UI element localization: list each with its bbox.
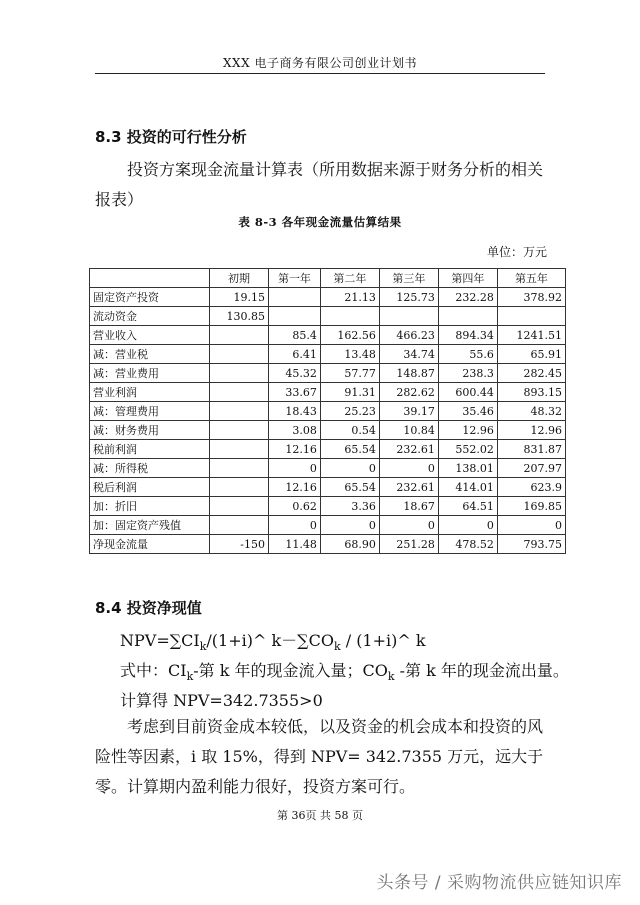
table-cell: 91.31 xyxy=(320,383,379,402)
table-cell: 45.32 xyxy=(269,364,321,383)
table-cell: 282.62 xyxy=(379,383,438,402)
table-row xyxy=(90,345,566,364)
table-caption: 表 8-3 各年现金流量估算结果 xyxy=(238,215,402,229)
formula-subscript: k xyxy=(199,640,207,654)
column-header: 第一年 xyxy=(269,269,321,288)
table-row xyxy=(90,440,566,459)
table-cell: 3.36 xyxy=(320,497,379,516)
table-row xyxy=(90,516,566,535)
conclusion-paragraph: 考虑到目前资金成本较低，以及资金的机会成本和投资的风险性等因素，i 取 15%，得到 NPV= 342.7355 万元，远大于零。计算期内盈利能力很好，投资方案可行。 xyxy=(95,717,544,796)
table-cell: 12.96 xyxy=(497,421,565,440)
table-cell: 48.32 xyxy=(497,402,565,421)
table-cell xyxy=(210,421,269,440)
row-label: 营业利润 xyxy=(90,383,210,402)
table-cell: -150 xyxy=(210,535,269,554)
table-cell: 0.62 xyxy=(269,497,321,516)
table-cell: 13.48 xyxy=(320,345,379,364)
table-cell: 33.67 xyxy=(269,383,321,402)
legend-subscript: k xyxy=(387,670,395,684)
table-cell: 148.87 xyxy=(379,364,438,383)
page-header: XXX 电子商务有限公司创业计划书 xyxy=(223,56,417,70)
table-row xyxy=(90,288,566,307)
table-unit: 单位：万元 xyxy=(487,245,548,259)
table-cell: 478.52 xyxy=(438,535,497,554)
row-label: 净现金流量 xyxy=(90,535,210,554)
table-cell: 12.16 xyxy=(269,478,321,497)
row-label: 加：折旧 xyxy=(90,497,210,516)
table-cell: 65.54 xyxy=(320,478,379,497)
table-row xyxy=(90,478,566,497)
table-cell xyxy=(320,307,379,326)
table-row xyxy=(90,326,566,345)
table-cell: 552.02 xyxy=(438,440,497,459)
row-label: 减：财务费用 xyxy=(90,421,210,440)
table-cell: 894.34 xyxy=(438,326,497,345)
table-cell xyxy=(497,307,565,326)
table-cell: 65.91 xyxy=(497,345,565,364)
table-cell: 414.01 xyxy=(438,478,497,497)
table-cell: 793.75 xyxy=(497,535,565,554)
table-cell: 0 xyxy=(379,516,438,535)
table-cell: 207.97 xyxy=(497,459,565,478)
column-header: 第五年 xyxy=(497,269,565,288)
table-cell: 85.4 xyxy=(269,326,321,345)
table-cell xyxy=(210,364,269,383)
table-cell xyxy=(269,307,321,326)
legend-part: 式中：CI xyxy=(120,661,187,680)
table-cell xyxy=(210,497,269,516)
table-cell: 18.67 xyxy=(379,497,438,516)
table-cell: 0 xyxy=(269,516,321,535)
table-cell: 64.51 xyxy=(438,497,497,516)
header-cell-blank xyxy=(90,269,210,288)
table-cell: 623.9 xyxy=(497,478,565,497)
table-cell: 19.15 xyxy=(210,288,269,307)
table-cell xyxy=(269,288,321,307)
section-heading-8-3: 8.3 投资的可行性分析 xyxy=(95,128,247,146)
table-cell: 600.44 xyxy=(438,383,497,402)
table-cell: 238.3 xyxy=(438,364,497,383)
table-cell: 21.13 xyxy=(320,288,379,307)
table-cell xyxy=(210,516,269,535)
table-cell: 18.43 xyxy=(269,402,321,421)
table-cell: 1241.51 xyxy=(497,326,565,345)
table-cell xyxy=(210,478,269,497)
table-cell: 25.23 xyxy=(320,402,379,421)
table-cell: 831.87 xyxy=(497,440,565,459)
table-row xyxy=(90,535,566,554)
cash-flow-table xyxy=(89,268,566,554)
column-header: 第四年 xyxy=(438,269,497,288)
formula-part: /(1+i)^ k－∑CO xyxy=(206,631,334,650)
table-cell: 68.90 xyxy=(320,535,379,554)
table-cell xyxy=(210,383,269,402)
table-header-row xyxy=(90,269,566,288)
table-cell: 0 xyxy=(320,516,379,535)
table-cell: 0 xyxy=(379,459,438,478)
table-cell: 162.56 xyxy=(320,326,379,345)
table-cell: 39.17 xyxy=(379,402,438,421)
table-cell: 0.54 xyxy=(320,421,379,440)
row-label: 税后利润 xyxy=(90,478,210,497)
table-cell: 232.61 xyxy=(379,478,438,497)
row-label: 减：营业税 xyxy=(90,345,210,364)
legend-subscript: k xyxy=(186,670,194,684)
table-cell: 251.28 xyxy=(379,535,438,554)
watermark: 头条号 / 采购物流供应链知识库 xyxy=(376,873,622,893)
legend-part: -第 k 年的现金流出量。 xyxy=(394,661,569,680)
table-cell: 0 xyxy=(320,459,379,478)
section-heading-8-4: 8.4 投资净现值 xyxy=(95,599,202,617)
table-cell xyxy=(379,307,438,326)
row-label: 流动资金 xyxy=(90,307,210,326)
row-label: 加：固定资产残值 xyxy=(90,516,210,535)
table-cell: 378.92 xyxy=(497,288,565,307)
row-label: 减：营业费用 xyxy=(90,364,210,383)
table-cell: 34.74 xyxy=(379,345,438,364)
table-row xyxy=(90,307,566,326)
table-cell: 466.23 xyxy=(379,326,438,345)
table-cell: 125.73 xyxy=(379,288,438,307)
table-cell xyxy=(438,307,497,326)
table-cell: 11.48 xyxy=(269,535,321,554)
table-cell: 12.96 xyxy=(438,421,497,440)
table-row xyxy=(90,383,566,402)
table-cell: 6.41 xyxy=(269,345,321,364)
table-cell: 12.16 xyxy=(269,440,321,459)
formula-legend xyxy=(120,660,569,688)
table-row xyxy=(90,364,566,383)
table-cell xyxy=(210,345,269,364)
table-row xyxy=(90,497,566,516)
formula-part: NPV=∑CI xyxy=(120,631,200,650)
table-cell xyxy=(210,326,269,345)
table-cell: 232.28 xyxy=(438,288,497,307)
column-header: 第三年 xyxy=(379,269,438,288)
row-label: 税前利润 xyxy=(90,440,210,459)
formula-subscript: k xyxy=(333,640,341,654)
table-row xyxy=(90,459,566,478)
row-label: 固定资产投资 xyxy=(90,288,210,307)
table-cell: 55.6 xyxy=(438,345,497,364)
column-header: 初期 xyxy=(210,269,269,288)
row-label: 减：管理费用 xyxy=(90,402,210,421)
table-cell xyxy=(210,402,269,421)
table-cell: 65.54 xyxy=(320,440,379,459)
table-cell xyxy=(210,459,269,478)
page-footer: 第 36页 共 58 页 xyxy=(277,809,363,822)
table-cell: 169.85 xyxy=(497,497,565,516)
npv-result: 计算得 NPV=342.7355>0 xyxy=(120,691,323,710)
table-cell: 130.85 xyxy=(210,307,269,326)
table-cell: 0 xyxy=(497,516,565,535)
table-cell: 0 xyxy=(269,459,321,478)
table-row xyxy=(90,421,566,440)
formula-part: / (1+i)^ k xyxy=(340,631,426,650)
table-row xyxy=(90,402,566,421)
row-label: 减：所得税 xyxy=(90,459,210,478)
table-cell: 57.77 xyxy=(320,364,379,383)
table-cell: 35.46 xyxy=(438,402,497,421)
npv-formula xyxy=(120,630,426,658)
table-cell: 10.84 xyxy=(379,421,438,440)
table-cell: 232.61 xyxy=(379,440,438,459)
table-cell: 0 xyxy=(438,516,497,535)
table-cell: 3.08 xyxy=(269,421,321,440)
table-cell xyxy=(210,440,269,459)
column-header: 第二年 xyxy=(320,269,379,288)
table-cell: 893.15 xyxy=(497,383,565,402)
table-intro-paragraph: 投资方案现金流量计算表（所用数据来源于财务分析的相关报表） xyxy=(95,160,544,209)
legend-part: -第 k 年的现金流入量；CO xyxy=(193,661,388,680)
header-rule xyxy=(95,73,545,74)
table-cell: 282.45 xyxy=(497,364,565,383)
row-label: 营业收入 xyxy=(90,326,210,345)
table-cell: 138.01 xyxy=(438,459,497,478)
